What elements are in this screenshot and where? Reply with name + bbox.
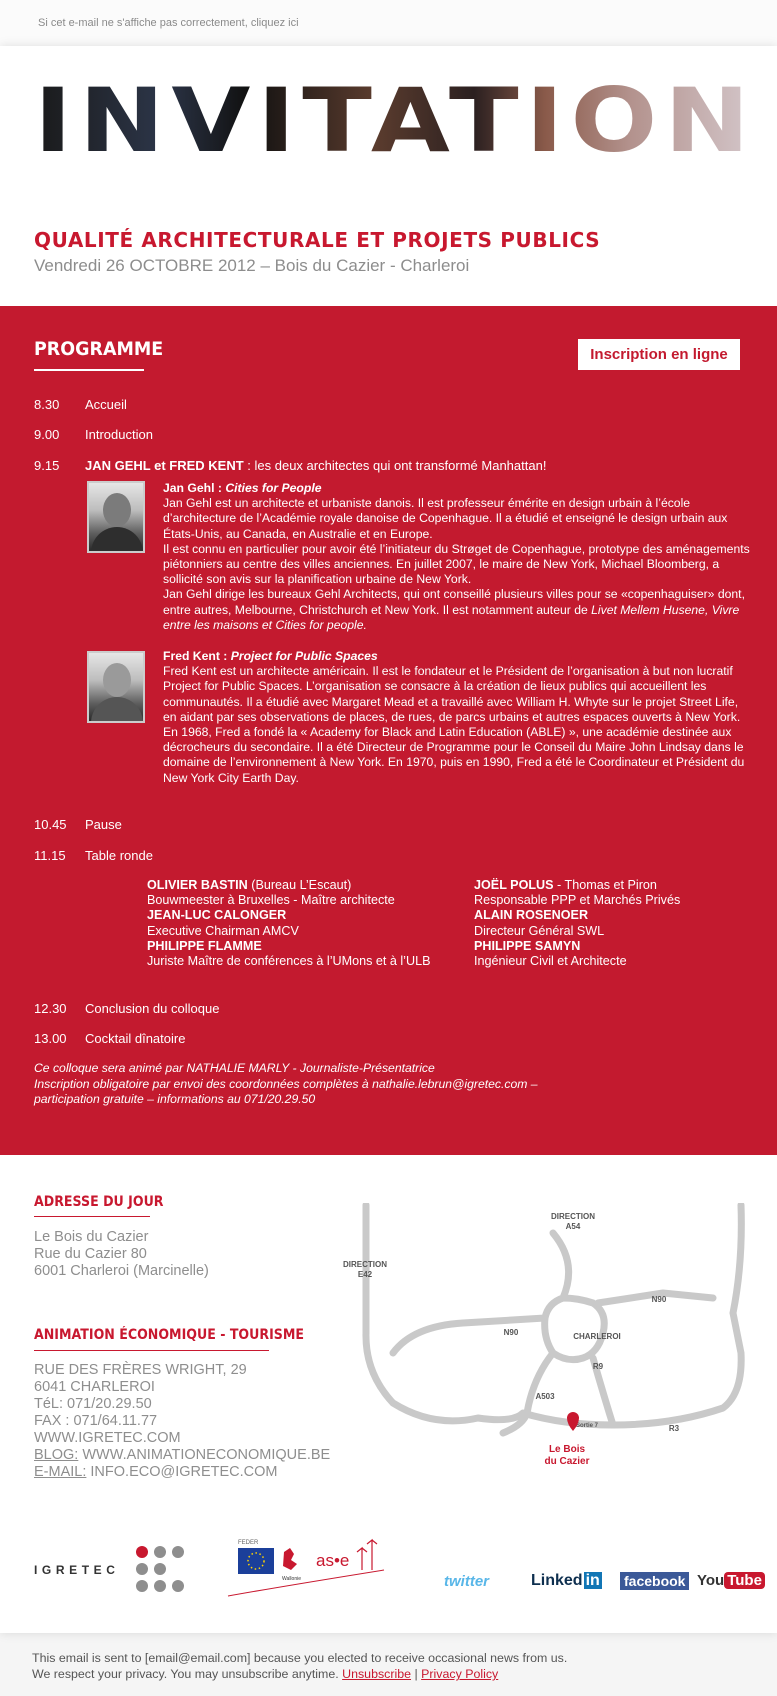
view-online-link[interactable]: Si cet e-mail ne s'affiche pas correctement, cliquez ici bbox=[38, 17, 299, 29]
map-label-n90: N90 bbox=[651, 1295, 667, 1304]
twitter-icon[interactable]: twitter bbox=[444, 1573, 489, 1590]
map-label-r3: R3 bbox=[668, 1424, 680, 1433]
schedule-label: Table ronde bbox=[85, 848, 153, 863]
panel-left-column bbox=[147, 878, 430, 969]
email-label: E-MAIL: bbox=[34, 1464, 87, 1480]
ase-label: as•e bbox=[316, 1551, 350, 1570]
schedule-time: 10.45 bbox=[34, 817, 67, 832]
event-subtitle: QUALITÉ ARCHITECTURALE ET PROJETS PUBLICS bbox=[34, 228, 601, 252]
top-notice-bar bbox=[0, 0, 777, 46]
bio-paragraph: Jan Gehl est un architecte et urbaniste danois. Il est professeur émérite en design urbain à l’école d’architecture de l’Académie royale danoise de Copenhague. Il a étudié et enseigné le design urbain aux États-Unis, au Canada, en Australie et en Europe. bbox=[163, 496, 728, 541]
address-line: Rue du Cazier 80 bbox=[34, 1246, 147, 1262]
igretec-logo-text: IGRETEC bbox=[34, 1563, 120, 1577]
eu-flag-icon bbox=[238, 1548, 274, 1574]
jan-gehl-photo bbox=[87, 481, 145, 553]
event-date: Vendredi 26 OCTOBRE 2012 – Bois du Cazier - Charleroi bbox=[34, 256, 470, 275]
fred-kent-photo bbox=[87, 651, 145, 723]
linkedin-text: Linked bbox=[531, 1572, 583, 1589]
speakers-desc: : les deux architectes qui ont transformé Manhattan! bbox=[243, 458, 547, 473]
map-label-direction-e42: DIRECTION bbox=[343, 1260, 387, 1269]
igretec-logo-dot bbox=[136, 1580, 148, 1592]
schedule-time: 12.30 bbox=[34, 1001, 67, 1016]
schedule-time: 13.00 bbox=[34, 1031, 67, 1046]
blog-value: WWW.ANIMATIONECONOMIQUE.BE bbox=[78, 1447, 331, 1463]
schedule-time: 8.30 bbox=[34, 397, 60, 412]
panelist-role: Executive Chairman AMCV bbox=[147, 923, 299, 938]
panelist-name: OLIVIER BASTIN bbox=[147, 878, 248, 892]
contact-line: TéL: 071/20.29.50 bbox=[34, 1396, 152, 1412]
register-online-button[interactable]: Inscription en ligne bbox=[578, 339, 740, 370]
footer-privacy-line bbox=[32, 1667, 498, 1681]
contact-underline bbox=[34, 1350, 269, 1351]
address-block bbox=[34, 1229, 209, 1280]
bio-heading bbox=[163, 481, 753, 496]
panelist-role: Directeur Général SWL bbox=[474, 923, 605, 938]
panelist-role: Ingénieur Civil et Architecte bbox=[474, 954, 627, 969]
fred-kent-bio bbox=[163, 649, 753, 786]
schedule-label: Pause bbox=[85, 817, 122, 832]
email-line[interactable] bbox=[34, 1464, 330, 1481]
map-label-e42: E42 bbox=[357, 1270, 373, 1279]
panelist bbox=[147, 908, 430, 923]
programme-underline bbox=[34, 369, 144, 371]
panelist-extra: - Thomas et Piron bbox=[553, 878, 657, 892]
map-label-direction-a54: DIRECTION bbox=[551, 1212, 595, 1221]
address-line: Le Bois du Cazier bbox=[34, 1229, 149, 1245]
schedule-time: 9.00 bbox=[34, 427, 60, 442]
panelist bbox=[147, 878, 430, 893]
directions-map bbox=[313, 1203, 753, 1493]
map-destination-line1: Le Bois bbox=[548, 1444, 586, 1455]
youtube-you: You bbox=[697, 1572, 725, 1589]
panelist-name: JOËL POLUS bbox=[474, 878, 554, 892]
schedule-label: Accueil bbox=[85, 397, 127, 412]
panelist-name: PHILIPPE SAMYN bbox=[474, 938, 581, 953]
portrait-head bbox=[103, 493, 131, 527]
footer-separator: | bbox=[414, 1667, 418, 1681]
igretec-logo-dot bbox=[172, 1580, 184, 1592]
programme-notes bbox=[34, 1061, 538, 1108]
panelist bbox=[474, 939, 680, 954]
map-label-charleroi: CHARLEROI bbox=[573, 1332, 621, 1341]
schedule-time: 11.15 bbox=[34, 848, 66, 863]
footer-notice: This email is sent to [email@email.com] because you elected to receive occasional news from us. bbox=[32, 1651, 568, 1665]
youtube-icon[interactable] bbox=[697, 1572, 765, 1589]
igretec-logo-dot bbox=[136, 1563, 148, 1575]
note-line: Inscription obligatoire par envoi des coordonnées complètes à nathalie.lebrun@igretec.com – bbox=[34, 1076, 538, 1091]
feder-ase-logo bbox=[224, 1530, 394, 1600]
bio-work: Project for Public Spaces bbox=[230, 649, 378, 663]
map-label-n90: N90 bbox=[503, 1328, 519, 1337]
panelist-name: JEAN-LUC CALONGER bbox=[147, 908, 287, 923]
contact-title: ANIMATION ÉCONOMIQUE - TOURISME bbox=[34, 1327, 304, 1343]
igretec-logo-dot bbox=[154, 1546, 166, 1558]
unsubscribe-link[interactable]: Unsubscribe bbox=[342, 1667, 412, 1681]
map-destination-line2: du Cazier bbox=[544, 1456, 590, 1467]
panelist-name: PHILIPPE FLAMME bbox=[147, 938, 262, 953]
schedule-label: Cocktail dînatoire bbox=[85, 1031, 186, 1046]
bio-heading bbox=[163, 649, 753, 664]
contact-line: 6041 CHARLEROI bbox=[34, 1379, 155, 1395]
panelist bbox=[474, 908, 680, 923]
youtube-tube: Tube bbox=[724, 1572, 765, 1589]
portrait-shoulders bbox=[91, 527, 143, 553]
bio-italic: Livet Mellem Husene, Vivre entre les maisons et Cities for people. bbox=[163, 602, 740, 632]
invitation-title: INVITATION bbox=[34, 69, 757, 172]
contact-block bbox=[34, 1362, 330, 1481]
bio-name: Jan Gehl : bbox=[163, 481, 226, 495]
programme-title: PROGRAMME bbox=[34, 338, 164, 360]
map-label-r9: R9 bbox=[592, 1362, 604, 1371]
schedule-time: 9.15 bbox=[34, 458, 60, 473]
panelist bbox=[147, 939, 430, 954]
panelist bbox=[474, 878, 680, 893]
linkedin-icon[interactable] bbox=[531, 1572, 602, 1590]
bio-paragraph bbox=[163, 587, 753, 633]
contact-line: FAX : 071/64.11.77 bbox=[34, 1413, 158, 1429]
feder-label: FEDER bbox=[238, 1540, 259, 1546]
address-title: ADRESSE DU JOUR bbox=[34, 1194, 164, 1210]
bio-paragraph: Fred Kent est un architecte américain. Il est le fondateur et le Président de l’organisation à but non lucratif Project for Public Spaces. L’organisation se consacre à la création de lieux publics qui accueillent les communautés. Il a étudié avec Margaret Mead et a travaillé avec William H. Whyte sur le projet Street Life, en aidant par ses observations de places, de rues, de parcs urbains et autres espaces ouverts à New York. bbox=[163, 664, 741, 724]
schedule-label: Introduction bbox=[85, 427, 153, 442]
wallonie-rooster-icon bbox=[283, 1548, 297, 1570]
blog-label: BLOG: bbox=[34, 1447, 79, 1463]
panelist-role: Bouwmeester à Bruxelles - Maître architecte bbox=[147, 893, 395, 908]
igretec-logo-dot bbox=[154, 1580, 166, 1592]
wallonie-label: Wallonie bbox=[282, 1576, 301, 1582]
address-line: 6001 Charleroi (Marcinelle) bbox=[34, 1263, 209, 1279]
map-label-a54: A54 bbox=[565, 1222, 581, 1231]
invitation-banner bbox=[34, 69, 757, 172]
ase-arrows-icon bbox=[357, 1540, 377, 1570]
map-label-a503: A503 bbox=[535, 1392, 555, 1401]
portrait-shoulders bbox=[91, 697, 143, 723]
jan-gehl-bio bbox=[163, 481, 753, 633]
panelist-role: Responsable PPP et Marchés Privés bbox=[474, 893, 681, 908]
note-line: Ce colloque sera animé par NATHALIE MARLY - Journaliste-Présentatrice bbox=[34, 1061, 435, 1075]
facebook-icon[interactable]: facebook bbox=[620, 1572, 689, 1590]
igretec-logo-dot bbox=[136, 1546, 148, 1558]
igretec-logo-dot bbox=[154, 1563, 166, 1575]
address-underline bbox=[34, 1216, 150, 1217]
speakers-names: JAN GEHL et FRED KENT bbox=[85, 458, 244, 473]
panelist-name: ALAIN ROSENOER bbox=[474, 908, 589, 923]
linkedin-in-badge: in bbox=[585, 1572, 600, 1589]
panelist-extra: (Bureau L’Escaut) bbox=[247, 878, 352, 892]
portrait-head bbox=[103, 663, 131, 697]
note-line: participation gratuite – informations au 071/20.29.50 bbox=[34, 1092, 316, 1106]
bio-paragraph: Il est connu en particulier pour avoir été l’initiateur du Strøget de Copenhague, prototype des aménagements piétonniers au centre des villes anciennes. En juillet 2007, le maire de New York, Michael Bloomberg, a sollicité son avis sur la planification urbaine de New York. bbox=[163, 541, 750, 587]
blog-line[interactable] bbox=[34, 1447, 330, 1464]
website-link[interactable]: WWW.IGRETEC.COM bbox=[34, 1430, 181, 1446]
privacy-policy-link[interactable]: Privacy Policy bbox=[421, 1667, 499, 1681]
email-value: INFO.ECO@IGRETEC.COM bbox=[86, 1464, 278, 1480]
schedule-label bbox=[85, 458, 546, 473]
bio-paragraph: En 1968, Fred a fondé la « Academy for Black and Latin Education (ABLE) », une académie destinée aux décrocheurs du secondaire. Il a été Directeur de Programme pour le Conseil du Maire John Lindsay dans le domaine de l’environnement à New York. En 1970, puis en 1990, Fred a été le Coordinateur et Président du New York City Earth Day. bbox=[163, 725, 745, 785]
panelist-role: Juriste Maître de conférences à l’UMons et à l’ULB bbox=[147, 954, 431, 969]
bio-name: Fred Kent : bbox=[163, 649, 231, 663]
igretec-logo-dot bbox=[172, 1546, 184, 1558]
bio-text: Jan Gehl dirige les bureaux Gehl Architects, qui ont conseillé plusieurs villes pour se «copenhaguiser» dont, entre autres, Melbourne, Christchurch et New York. Il est notamment auteur de bbox=[163, 587, 745, 617]
bio-work: Cities for People bbox=[225, 481, 322, 495]
contact-line: RUE DES FRÈRES WRIGHT, 29 bbox=[34, 1362, 247, 1378]
panel-right-column bbox=[474, 878, 680, 969]
schedule-label: Conclusion du colloque bbox=[85, 1001, 220, 1016]
map-label-sortie: Sortie 7 bbox=[575, 1423, 599, 1429]
footer-privacy-text: We respect your privacy. You may unsubscribe anytime. bbox=[32, 1667, 343, 1681]
